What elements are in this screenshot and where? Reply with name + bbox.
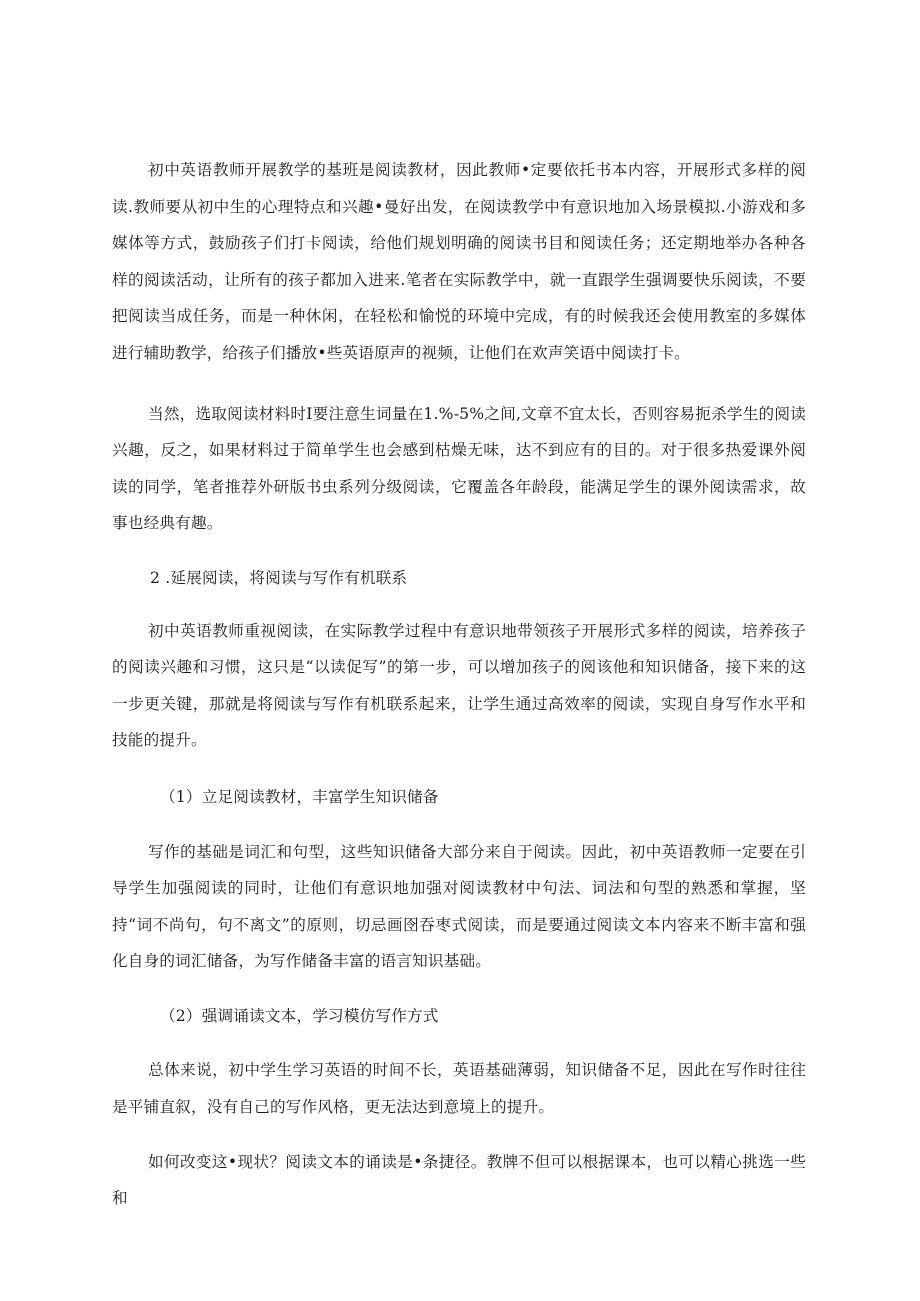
paragraph-vocabulary-selection: 当然，选取阅读材料时I要注意生词量在1.%-5%之间,文章不宜太长，否则容易扼杀学生的阅读兴趣，反之，如果材料过于简单学生也会感到枯燥无味，达不到应有的目的。对于很多热爱课外阅读的同学，笔者推荐外研版书虫系列分级阅读，它覆盖各年龄段，能满足学生的课外阅读需求，故事也经典有趣。 [112, 404, 806, 533]
paragraph-student-weakness: 总体来说，初中学生学习英语的时间不长，英语基础薄弱，知识储备不足，因此在写作时往往是平铺直叙，没有自己的写作风格，更无法达到意境上的提升。 [112, 1061, 806, 1117]
paragraph-recitation-shortcut: 如何改变这•现状？阅读文本的诵读是•条捷径。教牌不但可以根据课本，也可以精心挑选一些和 [112, 1152, 806, 1208]
paragraph-vocabulary-foundation: 写作的基础是词汇和句型，这些知识储备大部分来自于阅读。因此，初中英语教师一定要在引导学生加强阅读的同时，让他们有意识地加强对阅读教材中句法、词法和句型的熟悉和掌握，坚持“词不尚句，句不离文”的原则，切忌画囹吞枣式阅读，而是要通过阅读文本内容来不断丰富和强化自身的词汇储备，为写作储备丰富的语言知识基础。 [112, 842, 806, 971]
document-body [112, 152, 806, 1235]
subheading-recitation-imitation: （2）强调诵读文本，学习模仿写作方式 [160, 1006, 439, 1025]
section-heading: 2 .延展阅读，将阅读与写作有机联系 [150, 568, 408, 587]
paragraph-reading-writing-link: 初中英语教师重视阅读，在实际教学过程中有意识地带领孩子开展形式多样的阅读，培养孩子的阅读兴趣和习惯，这只是“以读促写”的第一步，可以增加孩子的阅该他和知识储备，接下来的这一步更关键，那就是将阅读与写作有机联系起来，让学生通过高效率的阅读，实现自身写作水平和技能的提升。 [112, 621, 806, 750]
paragraph-reading-materials: 初中英语教师开展教学的基班是阅读教材，因此教师•定要依托书本内容，开展形式多样的阅读.教师要从初中生的心理特点和兴趣•曼好出发，在阅读教学中有意识地加入场景模拟.小游戏和多媒体等方式，鼓励孩子们打卡阅读，给他们规划明确的阅读书目和阅读任务；还定期地举办各种各样的阅读活动，让所有的孩子都加入进来.笔者在实际教学中，就一直跟学生强调要快乐阅读，不要把阅读当成任务，而是一种休闲，在轻松和愉悦的环境中完成，有的时候我还会使用教室的多媒体进行辅助教学，给孩子们播放•些英语原声的视频，让他们在欢声笑语中阅读打卡。 [112, 161, 806, 362]
subheading-textbook-knowledge: （1）立足阅读教材，丰富学生知识储备 [160, 787, 439, 806]
